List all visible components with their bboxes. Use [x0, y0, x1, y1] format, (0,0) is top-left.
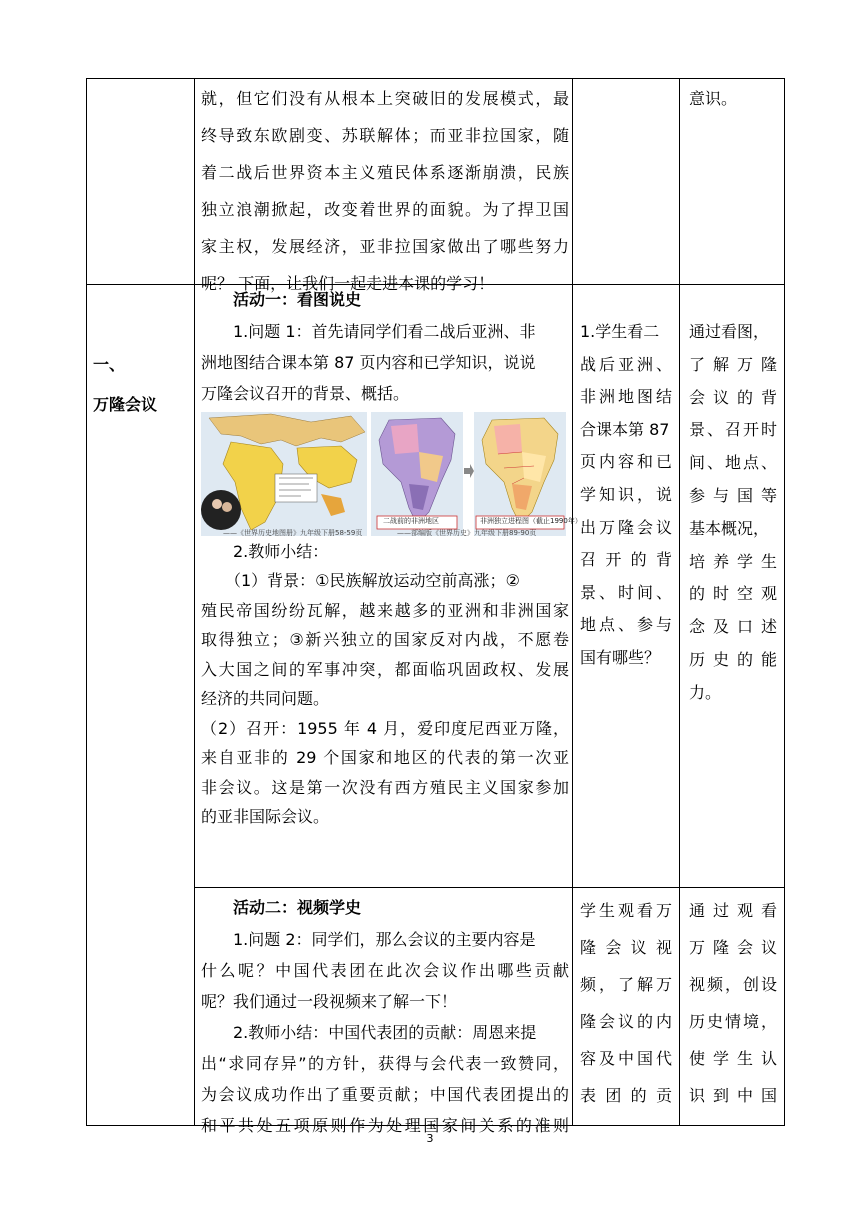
text-line: 国有哪些？	[580, 647, 661, 667]
map-caption-left: ——《世界历史地图册》九年级下册58-59页	[223, 529, 363, 537]
text-line: 万隆会议召开的背景、概括。	[201, 384, 410, 403]
design-intent-one	[689, 316, 777, 710]
text-line: 来自亚非的 29 个国家和地区的代表的第一次亚	[201, 748, 569, 767]
text-line: 出“求同存异”的方针，获得与会代表一致赞同，	[201, 1054, 569, 1073]
table-border-right	[784, 78, 785, 1126]
text-line: 着二战后世界资本主义殖民体系逐渐崩溃，民族	[201, 163, 569, 182]
text-line: 通过观看	[689, 901, 777, 920]
text-line: 地点、参与	[580, 615, 672, 635]
map-world-asia-africa	[201, 412, 367, 536]
summary-title: 2.教师小结：	[233, 542, 329, 561]
text-line: 使学生认	[689, 1049, 777, 1068]
activity-two-paragraph	[201, 924, 569, 1141]
text-line: 培养学生	[689, 551, 777, 571]
text-line: 非洲地图结	[580, 387, 672, 407]
text-line: 意识。	[689, 89, 738, 108]
table-border-top	[86, 78, 785, 79]
africa-maps-figure	[201, 412, 582, 540]
text-line: 2.教师小结：中国代表团的贡献：周恩来提	[233, 1023, 537, 1042]
text-line: 和平共处五项原则作为处理国家间关系的准则	[201, 1116, 569, 1135]
intro-goal	[689, 80, 777, 117]
text-line: 为会议成功作出了重要贡献；中国代表团提出的	[201, 1085, 569, 1104]
text-line: 的时空观	[689, 584, 777, 604]
text-line: 家主权，发展经济，亚非拉国家做出了哪些努力	[201, 237, 569, 256]
section-number: 一、	[93, 355, 126, 374]
text-line: 学生观看万	[580, 901, 672, 920]
text-line: 的亚非国际会议。	[201, 807, 330, 826]
text-line: 力。	[689, 682, 722, 702]
text-line: 召开的背	[580, 550, 672, 570]
text-line: 容及中国代	[580, 1049, 672, 1068]
text-line: 1.问题 2：同学们，那么会议的主要内容是	[233, 930, 536, 949]
text-line: 呢？我们通过一段视频来了解一下！	[201, 992, 458, 1011]
text-line: 非会议。这是第一次没有西方殖民主义国家参加	[201, 777, 569, 797]
map-label-after: 非洲独立进程图（截止1990年）	[480, 517, 582, 525]
text-line: 景、时间、	[580, 582, 672, 602]
text-line: 殖民帝国纷纷瓦解，越来越多的亚洲和非洲国家	[201, 600, 569, 620]
summary-paragraph	[201, 566, 569, 832]
text-line: 了解万隆	[689, 354, 777, 374]
table-row-divider-2	[194, 887, 785, 888]
text-line: 通过看图，	[689, 322, 770, 341]
page-number: 3	[426, 1132, 434, 1145]
text-line: 识到中国	[689, 1086, 777, 1105]
text-line: 频，了解万	[580, 975, 672, 994]
text-line: 会议的背	[689, 387, 777, 407]
text-line: 呢？ 下面，让我们一起走进本课的学习！	[201, 274, 495, 293]
text-line: 1.问题 1：首先请同学们看二战后亚洲、非	[233, 322, 536, 341]
text-line: 就，但它们没有从根本上突破旧的发展模式，最	[201, 89, 569, 108]
text-line: 历史情境，	[689, 1012, 777, 1031]
text-line: 参与国等	[689, 485, 777, 505]
text-line: 念及口述	[689, 617, 777, 637]
text-line: 基本概况，	[689, 518, 770, 538]
table-divider-col1	[194, 78, 195, 1126]
text-line: 间、地点、	[689, 453, 777, 473]
section-title	[93, 345, 189, 425]
text-line: 历史的能	[689, 649, 777, 669]
activity-one-title: 活动一：看图说史	[233, 290, 362, 309]
design-intent-two	[689, 892, 777, 1114]
text-line: 独立浪潮掀起，改变着世界的面貌。为了捍卫国	[201, 200, 569, 219]
map-caption-right: ——部编版《世界历史》九年级下册89-90页	[397, 529, 537, 537]
text-line: 什么呢？中国代表团在此次会议作出哪些贡献	[201, 961, 569, 980]
text-line: 景、召开时	[689, 420, 777, 440]
student-activity-one	[580, 316, 672, 675]
text-line: 终导致东欧剧变、苏联解体；而亚非拉国家，随	[201, 126, 569, 145]
map-label-before: 二战前的非洲地区	[383, 517, 439, 525]
text-line: 出万隆会议	[580, 517, 672, 537]
text-line: （1）背景：①民族解放运动空前高涨；②	[225, 571, 520, 590]
text-line: 视频，创设	[689, 975, 777, 994]
text-line: 取得独立；③新兴独立的国家反对内战，不愿卷	[201, 630, 569, 649]
text-line: 万隆会议	[689, 938, 777, 957]
text-line: （2）召开：1955 年 4 月，爱印度尼西亚万隆，	[201, 718, 569, 738]
text-line: 隆会议视	[580, 938, 672, 957]
text-line: 学知识，说	[580, 484, 672, 504]
text-line: 战后亚洲、	[580, 354, 672, 374]
text-line: 1.学生看二	[580, 322, 660, 341]
question-one	[201, 316, 569, 409]
student-activity-two	[580, 892, 672, 1114]
text-line: 隆会议的内	[580, 1012, 672, 1031]
table-divider-col3	[679, 78, 680, 1126]
intro-paragraph	[201, 80, 569, 302]
text-line: 经济的共同问题。	[201, 689, 330, 708]
text-line: 合课本第 87	[580, 419, 670, 439]
text-line: 入大国之间的军事冲突，都面临巩固政权、发展	[201, 659, 569, 679]
section-name: 万隆会议	[93, 395, 158, 414]
table-border-left	[86, 78, 87, 1126]
activity-two-title: 活动二：视频学史	[233, 898, 362, 917]
text-line: 页内容和已	[580, 452, 672, 472]
text-line: 表团的贡	[580, 1086, 672, 1105]
text-line: 洲地图结合课本第 87 页内容和已学知识，说说	[201, 353, 536, 372]
table-divider-col2	[572, 78, 573, 1126]
